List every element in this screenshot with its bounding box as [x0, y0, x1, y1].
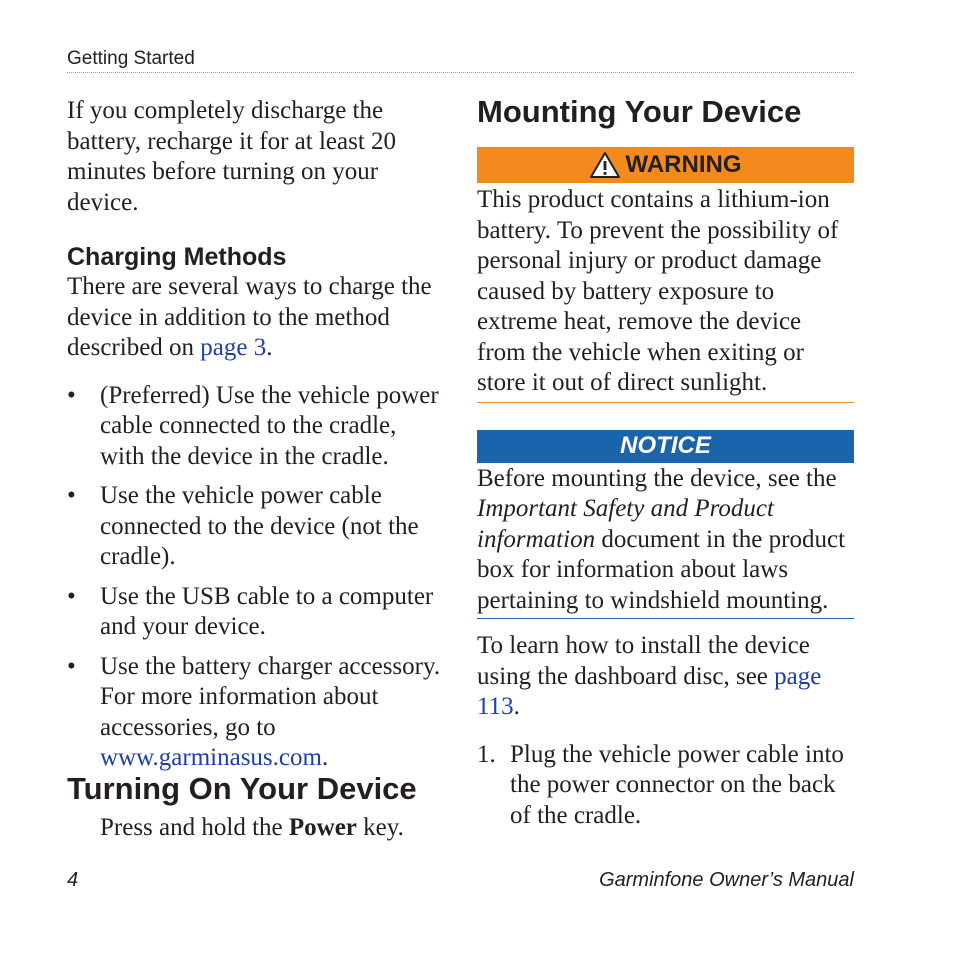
right-column [477, 94, 854, 831]
list-item: • Use the vehicle power cable connected to the device (not the cradle). [67, 482, 419, 570]
list-item: • Use the battery charger accessory. For more information about accessories, go to www.garminasus.com. [67, 652, 441, 771]
charging-text-after: . [266, 334, 273, 361]
notice-text: Before mounting the device, see the Important Safety and Product information document in the product box for information about laws pertaining to windshield mounting. [477, 464, 846, 614]
notice-divider [477, 618, 854, 619]
bullet-dot: • [67, 381, 76, 409]
page-113-link[interactable]: page 113 [477, 662, 822, 720]
mounting-heading: Mounting Your Device [477, 94, 802, 129]
mounting-steps [477, 740, 854, 832]
install-text: To learn how to install the device using the dashboard disc, see page 113. [477, 632, 822, 720]
manual-title: Garminfone Owner’s Manual [599, 869, 854, 891]
garminasus-link[interactable]: www.garminasus.com [100, 744, 322, 771]
bullet-dot: • [67, 482, 76, 509]
power-key: Power [288, 814, 357, 841]
list-item: 1. Plug the vehicle power cable into the power connector on the back of the cradle. [477, 740, 844, 829]
charging-methods-heading: Charging Methods [67, 243, 287, 271]
bullet-dot: • [67, 582, 76, 610]
notice-label: NOTICE [620, 432, 711, 459]
turning-on-text: Press and hold the Power key. [100, 814, 404, 841]
charging-text-before: There are several ways to charge the device in addition to the method described on [67, 273, 432, 361]
left-column [67, 96, 447, 783]
page-3-link[interactable]: page 3 [200, 334, 267, 361]
charging-methods-text [67, 272, 447, 364]
warning-label: WARNING [625, 151, 742, 178]
section-label: Getting Started [67, 48, 195, 69]
charging-list [67, 381, 447, 774]
bullet-dot: • [67, 652, 76, 680]
warning-text: This product contains a lithium-ion battery. To prevent the possibility of personal injury or product damage caused by battery exposure to extreme heat, remove the device from the vehicle when exiting or store it out of direct sunlight. [477, 186, 839, 396]
list-item: • (Preferred) Use the vehicle power cable connected to the cradle, with the device in the cradle. [67, 381, 439, 470]
warning-banner [477, 147, 854, 183]
warning-triangle-icon [590, 151, 620, 179]
safety-document-title: Important Safety and Product information [477, 495, 774, 553]
list-item: • Use the USB cable to a computer and your device. [67, 582, 434, 640]
notice-banner [477, 430, 854, 463]
step-number: 1. [477, 740, 496, 768]
battery-intro: If you completely discharge the battery, recharge it for at least 20 minutes before turning on your device. [67, 97, 397, 216]
warning-divider [477, 402, 854, 403]
page-number: 4 [67, 869, 79, 891]
header-divider [67, 72, 854, 73]
turning-on-heading: Turning On Your Device [67, 771, 417, 806]
